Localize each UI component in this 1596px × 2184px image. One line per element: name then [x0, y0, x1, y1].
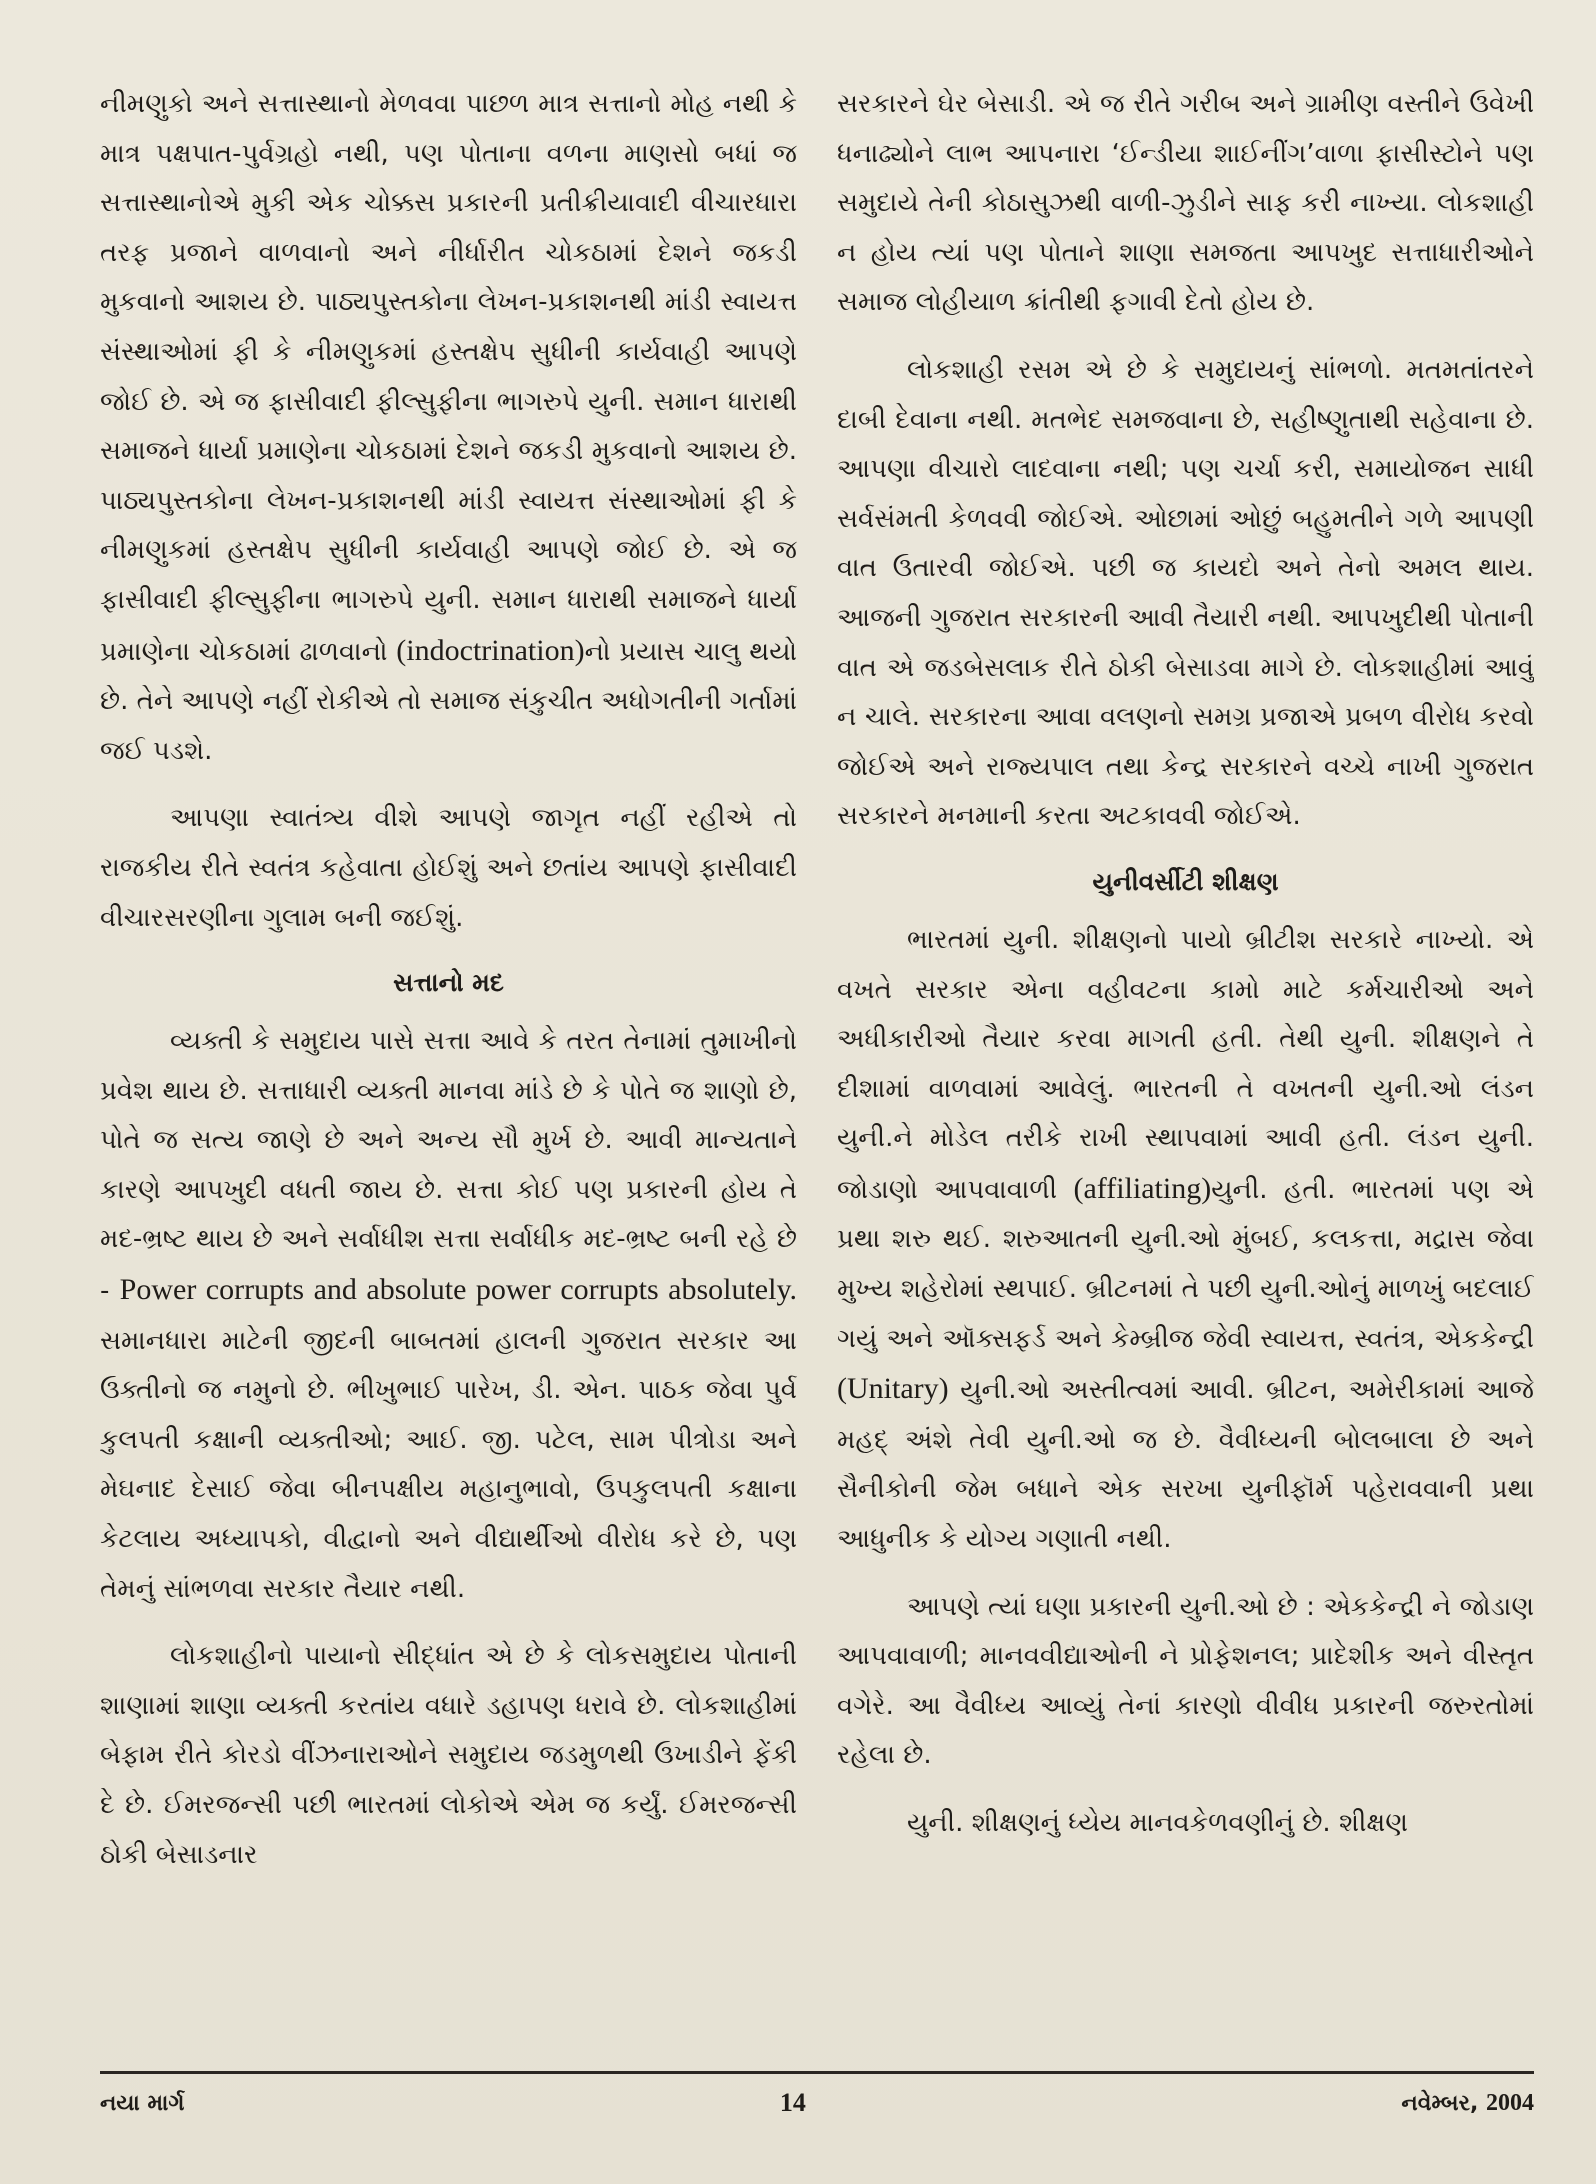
- issue-year: 2004: [1486, 2089, 1534, 2116]
- english-term: (affiliating): [1073, 1171, 1212, 1205]
- footer-divider: [100, 2071, 1534, 2074]
- section-heading-university: યુનીવર્સીટી શીક્ષણ: [1092, 866, 1279, 896]
- issue-date: [1401, 2090, 1534, 2117]
- paragraph: લોકશાહી રસમ એ છે કે સમુદાયનું સાંભળો. મતમતાંતરને દાબી દેવાના નથી. મતભેદ સમજવાના છે, સહીષ્ણુતાથી સહેવાના છે. આપણા વીચારો લાદવાના નથી; પણ ચર્ચા કરી, સમાયોજન સાધી સર્વસંમતી કેળવવી જોઈએ. ઓછામાં ઓછું બહુમતીને ગળે આપણી વાત ઉતારવી જોઈએ. પછી જ કાયદો અને તેનો અમલ થાય. આજની ગુજરાત સરકારની આવી તૈયારી નથી. આપખુદીથી પોતાની વાત એ જડબેસલાક રીતે ઠોકી બેસાડવા માગે છે. લોકશાહીમાં આવું ન ચાલે. સરકારના આવા વલણનો સમગ્ર પ્રજાએ પ્રબળ વીરોધ કરવો જોઈએ અને રાજ્યપાલ તથા કેન્દ્ર સરકારને વચ્ચે નાખી ગુજરાત સરકારને મનમાની કરતા અટકાવવી જોઈએ.: [837, 354, 1534, 832]
- english-term: (indoctrination): [396, 633, 585, 667]
- paragraph: નીમણુકો અને સત્તાસ્થાનો મેળવવા પાછળ માત્ર સત્તાનો મોહ નથી કે માત્ર પક્ષપાત-પુર્વગ્રહો નથી, પણ પોતાના વળના માણસો બધાં જ સત્તાસ્થાનોએ મુકી એક ચોક્કસ પ્રકારની પ્રતીક્રીયાવાદી વીચારધારા તરફ પ્રજાને વાળવાનો અને નીર્ધારીત ચોકઠામાં દેશને જકડી મુકવાનો આશય છે. પાઠ્યપુસ્તકોના લેખન-પ્રકાશનથી માંડી સ્વાયત્ત સંસ્થાઓમાં ફી કે નીમણુકમાં હસ્તક્ષેપ સુધીની કાર્યવાહી આપણે જોઈ છે. એ જ ફાસીવાદી ફીલ્સુફીના ભાગરુપે યુની. સમાન ધારાથી સમાજને ધાર્યા પ્રમાણેના ચોકઠામાં દેશને જકડી મુકવાનો આશય છે. પાઠ્યપુસ્તકોના લેખન-પ્રકાશનથી માંડી સ્વાયત્ત સંસ્થાઓમાં ફી કે નીમણુકમાં હસ્તક્ષેપ સુધીની કાર્યવાહી આપણે જોઈ છે. એ જ ફાસીવાદી ફીલ્સુફીના ભાગરુપે યુની. સમાન ધારાથી સમાજને ધાર્યા પ્રમાણેના ચોકઠામાં ઢાળવાનો (indoctrination)નો પ્રયાસ ચાલુ થયો છે. તેને આપણે નહીં રોકીએ તો સમાજ સંકુચીત અધોગતીની ગર્તામાં જઈ પડશે.: [100, 89, 797, 766]
- paragraph: આપણે ત્યાં ઘણા પ્રકારની યુની.ઓ છે : એકકેન્દ્રી ને જોડાણ આપવાવાળી; માનવવીદ્યાઓની ને પ્રોફેશનલ; પ્રાદેશીક અને વીસ્તૃત વગેરે. આ વૈવીધ્ય આવ્યું તેનાં કારણો વીવીધ પ્રકારની જરુરતોમાં રહેલા છે.: [837, 1591, 1534, 1771]
- paragraph: યુની. શીક્ષણનું ધ્યેય માનવકેળવણીનું છે. શીક્ષણ: [907, 1808, 1408, 1838]
- english-term: (Unitary): [837, 1372, 949, 1406]
- paragraph: આપણા સ્વાતંત્ર્ય વીશે આપણે જાગૃત નહીં રહીએ તો રાજકીય રીતે સ્વતંત્ર કહેવાતા હોઈશું અને છતાંય આપણે ફાસીવાદી વીચારસરણીના ગુલામ બની જઈશું.: [100, 803, 797, 933]
- paragraph: સરકારને ઘેર બેસાડી. એ જ રીતે ગરીબ અને ગ્રામીણ વસ્તીને ઉવેખી ધનાઢ્યોને લાભ આપનારા ‘ઈન્ડીયા શાઈનીંગ’વાળા ફાસીસ્ટોને પણ સમુદાયે તેની કોઠાસુઝથી વાળી-ઝુડીને સાફ કરી નાખ્યા. લોકશાહી ન હોય ત્યાં પણ પોતાને શાણા સમજતા આપખુદ સત્તાધારીઓને સમાજ લોહીયાળ ક્રાંતીથી ફગાવી દેતો હોય છે.: [837, 89, 1534, 318]
- paragraph: વ્યક્તી કે સમુદાય પાસે સત્તા આવે કે તરત તેનામાં તુમાખીનો પ્રવેશ થાય છે. સત્તાધારી વ્યક્તી માનવા માંડે છે કે પોતે જ શાણો છે, પોતે જ સત્ય જાણે છે અને અન્ય સૌ મુર્ખ છે. આવી માન્યતાને કારણે આપખુદી વધતી જાય છે. સત્તા કોઈ પણ પ્રકારની હોય તે મદ-ભ્રષ્ટ થાય છે અને સર્વાધીશ સત્તા સર્વાધીક મદ-ભ્રષ્ટ બની રહે છે - Power corrupts and absolute power corrupts absolutely. સમાનધારા માટેની જીદની બાબતમાં હાલની ગુજરાત સરકાર આ ઉક્તીનો જ નમુનો છે. ભીખુભાઈ પારેખ, ડી. એન. પાઠક જેવા પુર્વ કુલપતી કક્ષાની વ્યક્તીઓ; આઈ. જી. પટેલ, સામ પીત્રોડા અને મેઘનાદ દેસાઈ જેવા બીનપક્ષીય મહાનુભાવો, ઉપકુલપતી કક્ષાના કેટલાય અધ્યાપકો, વીદ્વાનો અને વીદ્યાર્થીઓ વીરોધ કરે છે, પણ તેમનું સાંભળવા સરકાર તૈયાર નથી.: [100, 1026, 797, 1604]
- english-quote: Power corrupts and absolute power corrupts absolutely.: [119, 1273, 797, 1307]
- left-column: [100, 80, 797, 2064]
- text-columns: [100, 80, 1534, 2064]
- section-heading-power: સત્તાનો મદ: [393, 968, 504, 998]
- page-number: 14: [779, 2088, 806, 2117]
- right-column: [837, 80, 1534, 2064]
- journal-name: નયા માર્ગ: [100, 2090, 185, 2116]
- issue-month: નવેમ્બર,: [1401, 2090, 1479, 2116]
- paragraph: ભારતમાં યુની. શીક્ષણનો પાયો બ્રીટીશ સરકારે નાખ્યો. એ વખતે સરકાર એના વહીવટના કામો માટે કર્મચારીઓ અને અધીકારીઓ તૈયાર કરવા માગતી હતી. તેથી યુની. શીક્ષણને તે દીશામાં વાળવામાં આવેલું. ભારતની તે વખતની યુની.ઓ લંડન યુની.ને મોડેલ તરીકે રાખી સ્થાપવામાં આવી હતી. લંડન યુની. જોડાણો આપવાવાળી (affiliating)યુની. હતી. ભારતમાં પણ એ પ્રથા શરુ થઈ. શરુઆતની યુની.ઓ મુંબઈ, કલકત્તા, મદ્રાસ જેવા મુખ્ય શહેરોમાં સ્થપાઈ. બ્રીટનમાં તે પછી યુની.ઓનું માળખું બદલાઈ ગયું અને ઑક્સફર્ડ અને કેમ્બ્રીજ જેવી સ્વાયત્ત, સ્વતંત્ર, એકકેન્દ્રી (Unitary) યુની.ઓ અસ્તીત્વમાં આવી. બ્રીટન, અમેરીકામાં આજે મહદ્ અંશે તેવી યુની.ઓ જ છે. વૈવીધ્યની બોલબાલા છે અને સૈનીકોની જેમ બધાને એક સરખા યુનીફૉર્મ પહેરાવવાની પ્રથા આધુનીક કે યોગ્ય ગણાતી નથી.: [837, 924, 1534, 1555]
- page-footer: [100, 2078, 1534, 2128]
- paragraph: લોકશાહીનો પાયાનો સીદ્ધાંત એ છે કે લોકસમુદાય પોતાની શાણામાં શાણા વ્યક્તી કરતાંય વધારે ડહાપણ ધરાવે છે. લોકશાહીમાં બેફામ રીતે કોરડો વીંઝનારાઓને સમુદાય જડમુળથી ઉખાડીને ફેંકી દે છે. ઈમરજન્સી પછી ભારતમાં લોકોએ એમ જ કર્યું. ઈમરજન્સી ઠોકી બેસાડનાર: [100, 1641, 797, 1870]
